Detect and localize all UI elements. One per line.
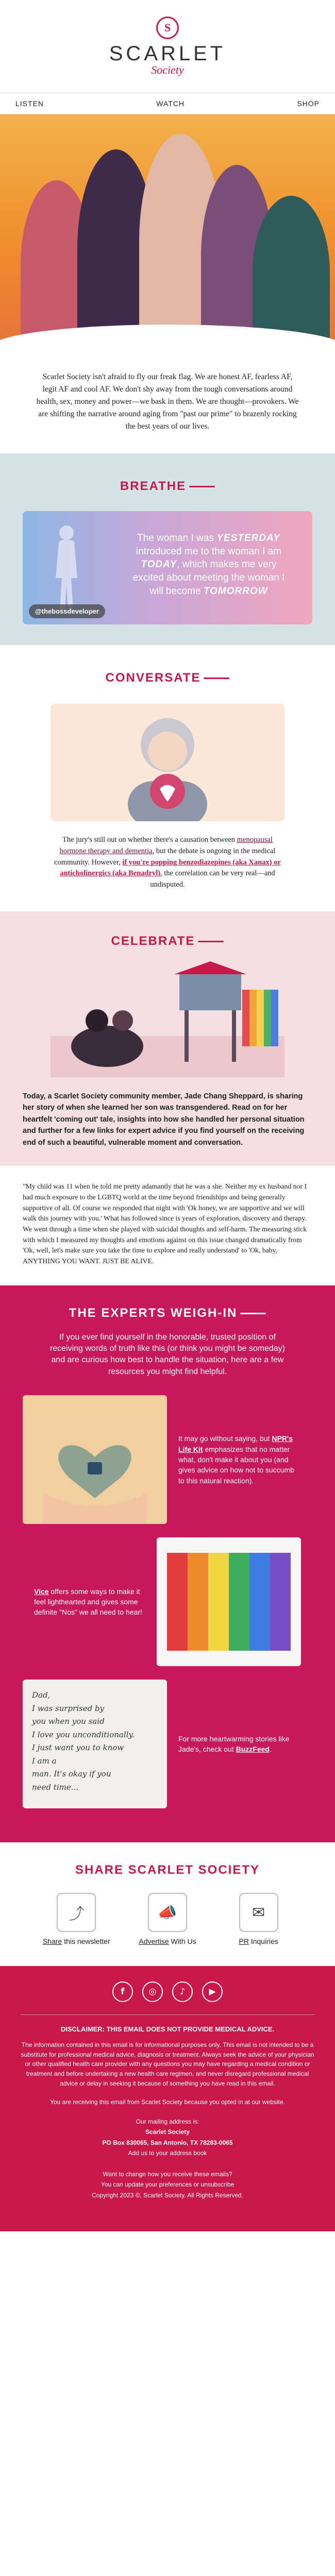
expert-item [0, 1680, 335, 1808]
woman-figure [253, 196, 330, 350]
expert-text: For more heartwarming stories like Jade's, check out BuzzFeed. [178, 1734, 290, 1754]
npr-life-kit-link[interactable]: NPR's Life Kit [178, 1434, 293, 1453]
celebrate-illustration [51, 959, 284, 1077]
conversate-section [0, 645, 335, 911]
nav-shop[interactable]: SHOP [297, 99, 320, 108]
hero-illustration [0, 114, 335, 350]
facebook-icon[interactable]: f [112, 1981, 133, 2002]
logo-icon: S [156, 16, 179, 39]
share-row [0, 1877, 335, 1945]
experts-title: THE EXPERTS WEIGH-IN [0, 1306, 335, 1320]
pr-inquiries[interactable]: ✉ PR Inquiries [220, 1893, 297, 1945]
share-arrow-icon: ⤴ [57, 1893, 96, 1932]
breathe-title: BREATHE [0, 479, 335, 494]
experts-section [0, 1285, 335, 1843]
instagram-icon[interactable]: ◎ [142, 1981, 163, 2002]
rainbow-doors-image [157, 1537, 301, 1666]
disclaimer-heading: DISCLAIMER: THIS EMAIL DOES NOT PROVIDE MEDICAL ADVICE. [60, 2025, 275, 2033]
celebrate-title: CELEBRATE [0, 934, 335, 948]
older-woman-illustration [51, 704, 284, 821]
footer-divider [21, 2014, 314, 2015]
opt-in-text: You are receiving this email from Scarlet Society because you opted in at our website. [50, 2098, 285, 2106]
social-links [21, 1981, 314, 2002]
expert-item [0, 1395, 335, 1524]
woman-silhouette-icon [43, 521, 90, 614]
conversate-text: The jury's still out on whether there's a causation between menopausal hormone therapy and dementia, but the debate is ongoing in the medical community. However, if you're popping benzodiazepines (aka Xanax) or anticholinergics (aka Benadryl), the correlation can be very real—and undisputed. [54, 836, 281, 889]
share-section [0, 1842, 335, 1966]
celebrate-section [0, 911, 335, 1166]
mailing-address: Our mailing address is: Scarlet Society PO Box 830065, San Antonio, TX 78283-0065 Add us to your address book Want to change how you receive these emails? You can update your preferences or unsubscribe Copyright 2023 ©, Scarlet Society. All Rights Reserved. [21, 2116, 314, 2200]
top-nav [0, 93, 335, 114]
hands-heart-image [23, 1395, 167, 1524]
preferences-link[interactable]: You can update your preferences or unsubscribe [100, 2181, 234, 2189]
advertise-with-us[interactable]: 📣 Advertise With Us [129, 1893, 206, 1945]
story-quote: "My child was 11 when he told me pretty adamantly that he was a she. Neither my ex husband nor I had much exposure to the LGBTQ world at the time beyond friendships and being generally supportive of all. Of course we responded that night with 'Ok honey, we are supportive and we will walk this journey with you.' What has followed since is years of exploration, discovery and therapy. We went through a time when she played with suicidal thoughts and self-harm. The measuring stick with which I measured my thoughts and emotions against on this issue changed dramatically from 'Ok, well, let's make sure you take the time to explore and really understand' to 'Ok, baby, ANYTHING YOU WANT. JUST BE ALIVE. [0, 1166, 335, 1285]
expert-item [0, 1537, 335, 1666]
megaphone-icon: 📣 [148, 1893, 187, 1932]
nav-watch[interactable]: WATCH [156, 99, 185, 108]
lifeguard-tower-illustration [51, 959, 284, 1077]
intro-text: Scarlet Society isn't afraid to fly our freak flag. We are honest AF, fearless AF, legit AF and cool AF. We don't shy away from the tough conversations around health, sex, money and power—we bask in them. We are thought—provokers. We are shifting the narrative around aging from "past our prime" to brazenly rocking the best years of our lives. [36, 372, 299, 431]
experts-intro: If you ever find yourself in the honorable, trusted position of receiving words of truth like this (or think you might be someday) and are curious how best to handle the situation, here are a few resources you might find helpful. [49, 1332, 286, 1376]
header [0, 0, 335, 93]
nav-listen[interactable]: LISTEN [15, 99, 44, 108]
instagram-handle[interactable]: @thebossdeveloper [29, 604, 105, 618]
footer [0, 1966, 335, 2231]
vice-link[interactable]: Vice [34, 1587, 49, 1596]
share-newsletter[interactable]: ⤴ Share this newsletter [38, 1893, 115, 1945]
disclaimer-text: The information contained in this email is for informational purposes only. This email is not intended to be a substitute for professional medical advice, diagnosis or treatment. Always seek the advice of your physician or other qualified health care provider with any questions you may have regarding a medical condition or treatment and before undertaking a new health care regimen, and never disregard professional medical advice or delay in seeking it because of something you have read in this email. [21, 2041, 314, 2087]
breathe-quote-card [23, 511, 312, 624]
expert-text: It may go without saying, but NPR's Life Kit emphasizes that no matter what, don't make it about you (and gives advice on how not to succumb to this natural reaction). [178, 1434, 294, 1485]
celebrate-lead: Today, a Scarlet Society community member, Jade Chang Sheppard, is sharing her story of when she learned her son was transgendered. Read on for her heartfelt 'coming out' tale, insights into how she handled her personal situation and further for a few links for expert advice if you find yourself on the receiving end of such a beautiful, vulnerable moment and conversation. [23, 1092, 305, 1147]
pr-icon: ✉ [239, 1893, 278, 1932]
add-address-book-link[interactable]: Add us to your address book [128, 2149, 207, 2157]
youtube-icon[interactable]: ▶ [202, 1981, 223, 2002]
benzodiazepines-link[interactable]: if you're popping benzodiazepines (aka Xanax) or anticholinergics (aka Benadryl) [60, 858, 281, 878]
brand-name: SCARLET [109, 42, 226, 65]
heart-lock-icon [23, 1395, 167, 1524]
share-title: SHARE SCARLET SOCIETY [75, 1863, 260, 1877]
handwritten-letter-image: Dad, I was surprised by you when you said I love you unconditionally. I just want you to know I am a man. It's okay if you need time... [23, 1680, 167, 1808]
brand-subtitle: Society [151, 63, 184, 76]
expert-text: Vice offers some ways to make it feel lighthearted and gives some definite "Nos" we all need to hear! [34, 1587, 142, 1617]
buzzfeed-link[interactable]: BuzzFeed [236, 1745, 270, 1754]
breathe-quote: The woman I was YESTERDAY introduced me to the woman I am TODAY, which makes me very excited about meeting the woman I will become TOMORROW [132, 533, 285, 597]
conversate-illustration [51, 704, 284, 821]
dementia-link[interactable]: menopausal hormone therapy and dementia [59, 836, 273, 855]
rainbow-panels-icon [157, 1537, 301, 1666]
conversate-title: CONVERSATE [0, 671, 335, 685]
breathe-section [0, 453, 335, 645]
tiktok-icon[interactable]: ♪ [172, 1981, 193, 2002]
